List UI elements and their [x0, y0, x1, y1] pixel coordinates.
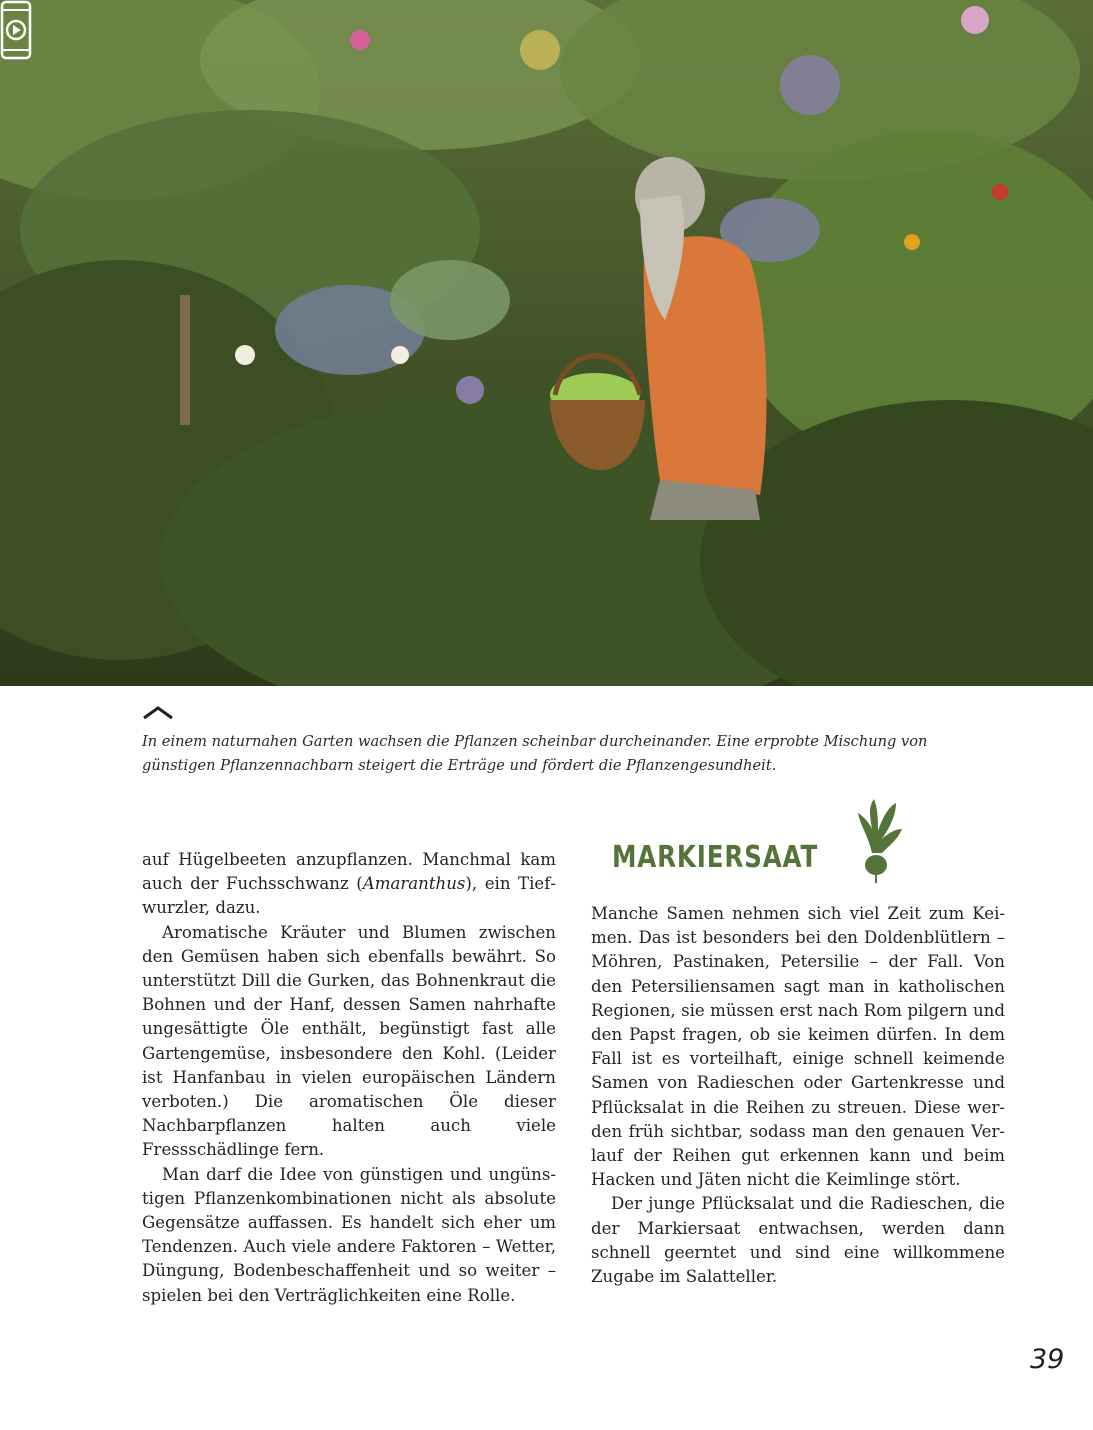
- right-text-column: [591, 902, 1005, 1289]
- latin-plant-name: Amaranthus: [362, 874, 466, 894]
- radish-icon: [850, 795, 906, 885]
- right-paragraph-1: Manche Samen nehmen sich viel Zeit zum Keimen. Das ist besonders bei den Doldenblütlern – Möhren, Pastinaken, Petersilie – der Fall. Von den Petersiliensamen sagt man in katholischen Regionen, sie müssen erst nach Rom pilgern und den Papst fragen, ob sie keimen dürfen. In dem Fall ist es vorteilhaft, einige schnell keimende Samen von Radieschen oder Gartenkresse und Pflücksalat in die Reihen zu streuen. Diese werden früh sichtbar, sodass man den genauen Verlauf der Reihen gut erkennen kann und beim Hacken und Jäten nicht die Keimlinge stört.: [591, 904, 1005, 1190]
- garden-illustration: [0, 0, 1093, 686]
- caret-up-icon: [142, 704, 174, 720]
- page-number: 39: [1030, 1344, 1065, 1375]
- left-paragraph-3: Man darf die Idee von günstigen und ungünstigen Pflanzenkombinationen nicht als absolute Gegensätze auffassen. Es handelt sich eher um Tendenzen. Auch viele andere Faktoren – Wetter, Düngung, Bodenbeschaffenheit und so weiter – spielen bei den Verträglichkeiten eine Rolle.: [142, 1164, 556, 1305]
- paragraph-text: auf Hügelbeeten anzupflanzen. Manchmal kam auch der Fuchsschwanz (: [142, 850, 556, 894]
- photo-caption: In einem naturnahen Garten wachsen die Pflanzen scheinbar durcheinander. Eine erprobte Mischung von günstigen Pflanzennachbarn steigert die Erträge und fördert die Pflanzengesundheit.: [142, 733, 928, 774]
- paragraph-text: ), ein Tiefwurzler, dazu.: [142, 874, 556, 918]
- left-text-column: [142, 848, 556, 1308]
- section-heading: MARKIERSAAT: [612, 840, 819, 875]
- left-paragraph-2: Aromatische Kräuter und Blumen zwischen den Gemüsen haben sich ebenfalls bewährt. So unterstützt Dill die Gurken, das Bohnenkraut die Bohnen und der Hanf, dessen Samen nahrhafte ungesättigte Öle enthält, begünstigt fast alle Gartengemüse, insbesondere den Kohl. (Leider ist Hanfanbau in vielen europäischen Ländern verboten.) Die aromatischen Öle dieser Nachbarpflanzen halten auch viele Fressschädlinge fern.: [142, 922, 556, 1160]
- smartphone-play-icon[interactable]: [0, 0, 32, 60]
- right-paragraph-2: Der junge Pflücksalat und die Radieschen, die der Markiersaat entwachsen, werden dann schnell geerntet und sind eine willkommene Zugabe im Salatteller.: [591, 1194, 1005, 1287]
- left-paragraph-1: [142, 848, 556, 921]
- garden-photo: [0, 0, 1093, 686]
